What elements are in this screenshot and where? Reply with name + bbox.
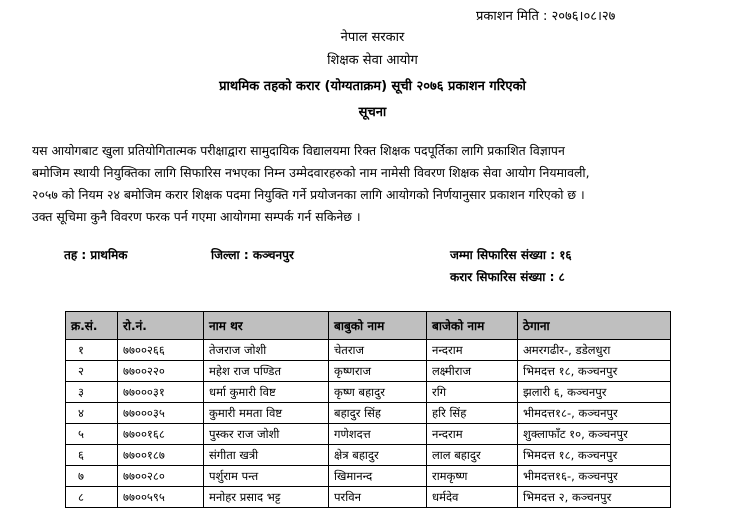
- cell-roll-number: ७७००२२०: [118, 361, 204, 382]
- cell-father-name: परविन: [329, 487, 427, 508]
- cell-name: मनोहर प्रसाद भट्ट: [204, 487, 329, 508]
- cell-father-name: बहादुर सिंह: [329, 403, 427, 424]
- cell-name: महेश राज पण्डित: [204, 361, 329, 382]
- column-header-father-name: बाबुको नाम: [329, 312, 427, 340]
- table-row: [66, 361, 671, 382]
- table-header-row: [66, 312, 671, 340]
- paragraph-line: २०५७ को नियम २४ बमोजिम करार शिक्षक पदमा नियुक्ति गर्ने प्रयोजनका लागि आयोगको निर्णयानुसार प्रकाशन गरिएको छ ।: [32, 187, 585, 202]
- district-label: जिल्ला : कञ्चनपुर: [211, 248, 294, 262]
- contract-recommended-label: करार सिफारिस संख्या : ८: [450, 270, 565, 284]
- table-row: [66, 340, 671, 361]
- column-header-address: ठेगाना: [518, 312, 671, 340]
- cell-roll-number: ७७०००३१: [118, 382, 204, 403]
- table-row: [66, 424, 671, 445]
- table-row: [66, 487, 671, 508]
- paragraph-line: बमोजिम स्थायी नियुक्तिका लागि सिफारिस नभएका निम्न उम्मेदवारहरुको नाम नामेसी विवरण शिक्षक सेवा आयोग नियमावली,: [32, 165, 590, 180]
- cell-grandfather-name: लाल बहादुर: [427, 445, 518, 466]
- cell-name: संगीता खत्री: [204, 445, 329, 466]
- cell-roll-number: ७७००२८०: [118, 466, 204, 487]
- paragraph-line: यस आयोगबाट खुला प्रतियोगितात्मक परीक्षाद्वारा सामुदायिक विद्यालयमा रिक्त शिक्षक पदपूर्तिका लागि प्रकाशित विज्ञापन: [32, 143, 565, 158]
- cell-grandfather-name: रगि: [427, 382, 518, 403]
- level-label: तह : प्राथमिक: [64, 248, 128, 262]
- cell-name: धर्मा कुमारी विष्ट: [204, 382, 329, 403]
- paragraph-line: उक्त सूचिमा कुनै विवरण फरक पर्न गएमा आयोगमा सम्पर्क गर्न सकिनेछ ।: [32, 209, 361, 224]
- cell-serial: १: [66, 340, 118, 361]
- total-recommended-label: जम्मा सिफारिस संख्या : १६: [450, 248, 572, 262]
- table-row: [66, 445, 671, 466]
- cell-grandfather-name: रामकृष्ण: [427, 466, 518, 487]
- cell-roll-number: ७७०००३५: [118, 403, 204, 424]
- government-heading: नेपाल सरकार: [340, 30, 405, 45]
- cell-serial: २: [66, 361, 118, 382]
- cell-name: कुमारी ममता विष्ट: [204, 403, 329, 424]
- cell-father-name: कृष्णराज: [329, 361, 427, 382]
- cell-grandfather-name: लक्ष्मीराज: [427, 361, 518, 382]
- cell-serial: ६: [66, 445, 118, 466]
- cell-grandfather-name: धर्मदेव: [427, 487, 518, 508]
- cell-grandfather-name: नन्दराम: [427, 424, 518, 445]
- cell-father-name: क्षेत्र बहादुर: [329, 445, 427, 466]
- commission-heading: शिक्षक सेवा आयोग: [327, 53, 418, 68]
- cell-serial: ५: [66, 424, 118, 445]
- table-row: [66, 382, 671, 403]
- cell-father-name: कृष्ण बहादुर: [329, 382, 427, 403]
- cell-father-name: गणेशदत्त: [329, 424, 427, 445]
- column-header-grandfather-name: बाजेको नाम: [427, 312, 518, 340]
- cell-roll-number: ७७००५९५: [118, 487, 204, 508]
- column-header-roll-number: रो.नं.: [118, 312, 204, 340]
- cell-name: पर्शुराम पन्त: [204, 466, 329, 487]
- cell-roll-number: ७७००१८७: [118, 445, 204, 466]
- cell-address: अमरगढीर-, डडेलधुरा: [518, 340, 671, 361]
- cell-address: शुक्लाफाँट १०, कञ्चनपुर: [518, 424, 671, 445]
- cell-address: भिमदत्त १८, कञ्चनपुर: [518, 445, 671, 466]
- cell-serial: ३: [66, 382, 118, 403]
- candidates-table: [65, 311, 671, 508]
- cell-father-name: खिमानन्द: [329, 466, 427, 487]
- cell-grandfather-name: हरि सिंह: [427, 403, 518, 424]
- cell-name: पुस्कर राज जोशी: [204, 424, 329, 445]
- publication-date: प्रकाशन मिति : २०७६।०८।२७: [476, 9, 616, 24]
- cell-address: झलारी ६, कञ्चनपुर: [518, 382, 671, 403]
- table-row: [66, 403, 671, 424]
- cell-address: भिमदत्त २, कञ्चनपुर: [518, 487, 671, 508]
- cell-grandfather-name: नन्दराम: [427, 340, 518, 361]
- cell-roll-number: ७७००२६६: [118, 340, 204, 361]
- column-header-name: नाम थर: [204, 312, 329, 340]
- cell-address: भीमदत्त१८-, कञ्चनपुर: [518, 403, 671, 424]
- cell-serial: ४: [66, 403, 118, 424]
- cell-serial: ७: [66, 466, 118, 487]
- cell-address: भिमदत्त १८, कञ्चनपुर: [518, 361, 671, 382]
- notice-heading: सूचना: [358, 105, 387, 120]
- column-header-serial: क्र.सं.: [66, 312, 118, 340]
- table-row: [66, 466, 671, 487]
- cell-serial: ८: [66, 487, 118, 508]
- notice-paragraph: [32, 140, 722, 228]
- cell-address: भीमदत्त१६-, कञ्चनपुर: [518, 466, 671, 487]
- cell-father-name: चेतराज: [329, 340, 427, 361]
- cell-name: तेजराज जोशी: [204, 340, 329, 361]
- cell-roll-number: ७७००१६८: [118, 424, 204, 445]
- document-title: प्राथमिक तहको करार (योग्यताक्रम) सूची २०७६ प्रकाशन गरिएको: [219, 79, 526, 94]
